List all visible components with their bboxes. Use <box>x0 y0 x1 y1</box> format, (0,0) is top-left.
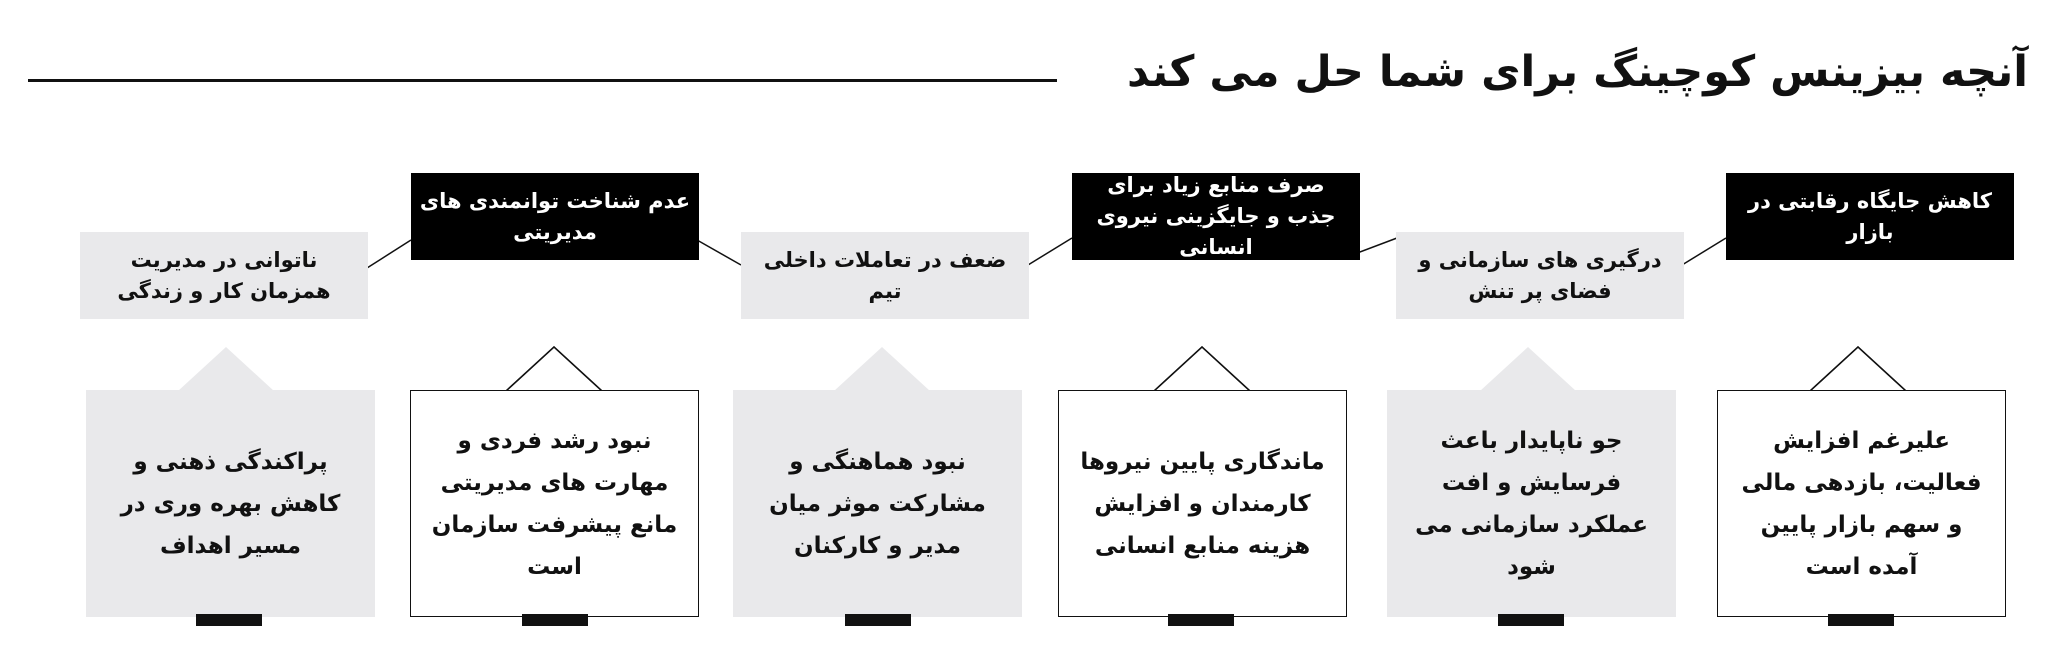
card-pointer <box>1480 347 1576 391</box>
problem-card: علیرغم افزایش فعالیت، بازدهی مالی و سهم بازار پایین آمده است <box>1717 390 2006 617</box>
card-pointer <box>834 347 930 391</box>
card-pointer <box>178 347 274 391</box>
page-title: آنچه بیزینس کوچینگ برای شما حل می کند <box>1127 47 2028 97</box>
card-pointer <box>1810 347 1906 391</box>
card-foot <box>1168 614 1234 626</box>
card-foot <box>522 614 588 626</box>
problem-label: درگیری های سازمانی و فضای پر تنش <box>1396 232 1684 319</box>
card-pointer <box>1154 347 1250 391</box>
connector-line <box>367 240 411 268</box>
connector-line <box>1682 238 1726 265</box>
problem-card: جو ناپایدار باعث فرسایش و افت عملکرد سازمانی می شود <box>1387 390 1676 617</box>
title-divider <box>28 79 1057 82</box>
card-foot <box>1498 614 1564 626</box>
problem-label: کاهش جایگاه رقابتی در بازار <box>1726 173 2014 260</box>
problem-label: ضعف در تعاملات داخلی تیم <box>741 232 1029 319</box>
connector-line <box>1028 238 1072 265</box>
problem-label: ناتوانی در مدیریت همزمان کار و زندگی <box>80 232 368 319</box>
card-foot <box>196 614 262 626</box>
card-pointer <box>506 347 602 391</box>
connector-line <box>697 240 741 265</box>
problem-card: نبود رشد فردی و مهارت های مدیریتی مانع پیشرفت سازمان است <box>410 390 699 617</box>
problem-card: نبود هماهنگی و مشارکت موثر میان مدیر و کارکنان <box>733 390 1022 617</box>
problem-card: ماندگاری پایین نیروها کارمندان و افزایش هزینه منابع انسانی <box>1058 390 1347 617</box>
problem-label: صرف منابع زیاد برای جذب و جایگزینی نیروی انسانی <box>1072 173 1360 260</box>
card-foot <box>845 614 911 626</box>
problem-label: عدم شناخت توانمندی های مدیریتی <box>411 173 699 260</box>
problem-card: پراکندگی ذهنی و کاهش بهره وری در مسیر اهداف <box>86 390 375 617</box>
card-foot <box>1828 614 1894 626</box>
